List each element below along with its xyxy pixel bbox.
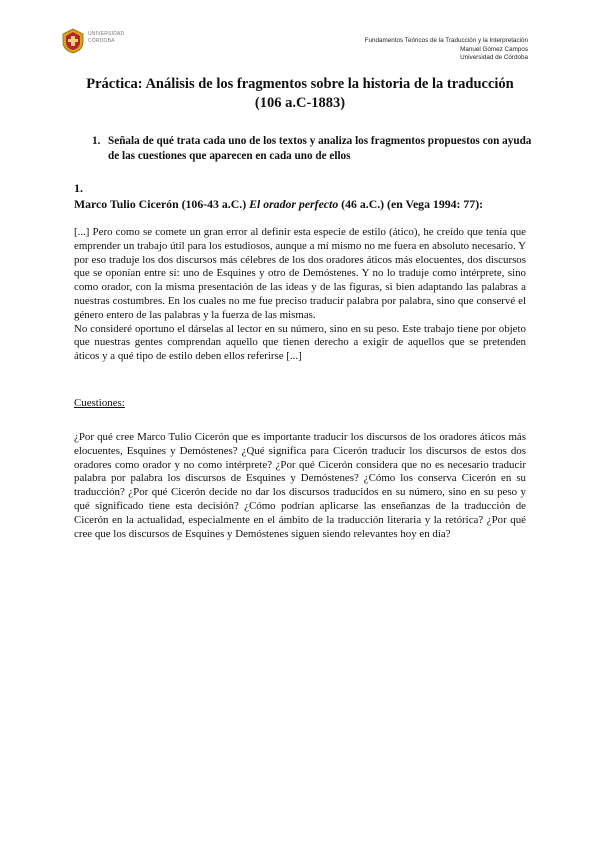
quote-paragraph: [...] Pero como se comete un gran error al definir esta especie de estilo (ático), he creído que tenía que emprender un trabajo útil para los estudiosos, aunque a mí mismo no me fuera en absoluto necesario. Y por eso traduje los dos discursos más célebres de los dos oradores áticos más elocuentes, dos discursos que se oponían entre sí: uno de Esquines y otro de Demóstenes. Y no lo traduje como intérprete, sino como orador, con la misma presentación de las ideas y de las figuras, si bien adaptando las palabras a nuestras costumbres. En los cuales no me fue preciso traducir palabra por palabra, sino que conservé el género entero de las palabras y la fuerza de las mismas.: [74, 226, 526, 321]
logo-text-line2: CÓRDOBA: [88, 38, 115, 44]
questions-label: Cuestiones:: [74, 397, 125, 409]
university-logo: [62, 28, 124, 54]
teacher-name: Manuel Gómez Campos: [460, 45, 528, 53]
section-author: Marco Tulio Cicerón (106-43 a.C.): [74, 197, 247, 211]
university-name: Universidad de Córdoba: [460, 54, 528, 62]
section-heading: [74, 197, 544, 212]
questions-text: ¿Por qué cree Marco Tulio Cicerón que es importante traducir los discursos de los oradores áticos más elocuentes, Esquines y Demóstenes? ¿Qué significa para Cicerón traducir los discursos de estos dos oradores como orador y no como intérprete? ¿Por qué Cicerón considera que no es necesario traducir palabra por palabra los discursos de Esquines y Demóstenes? ¿Cómo los conserva Cicerón en su traducción? ¿Por qué Cicerón decide no dar los discursos traducidos en su número, sino en su peso y qué significado tiene esta decisión? ¿Cómo podrían aplicarse las enseñanzas de la traducción de Cicerón en la actualidad, especialmente en el ámbito de la traducción literaria y la retórica? ¿Por qué cree que los discursos de Esquines y Demóstenes siguen siendo relevantes hoy en día?: [74, 431, 526, 540]
quote-paragraph: No consideré oportuno el dárselas al lector en su número, sino en su peso. Este trabajo tiene por objeto que nuestras gentes comprendan aquello que tienen derecho a exigir de aquellos que se pretenden áticos y a qué tipo de estilo deben ellos referirse [...]: [74, 322, 526, 363]
course-name: Fundamentos Teóricos de la Traducción y la Interpretación: [364, 37, 528, 44]
title-line2: (106 a.C-1883): [254, 94, 346, 111]
instruction: [92, 134, 532, 164]
quote-text: [74, 226, 526, 364]
section-number: 1.: [74, 181, 83, 195]
section-date-ref: (46 a.C.) (en Vega 1994: 77):: [341, 197, 484, 211]
section-work-title: El orador perfecto: [249, 197, 339, 211]
instruction-text: Señala de qué trata cada uno de los textos y analiza los fragmentos propuestos con ayuda de las cuestiones que aparecen en cada uno de ellos: [108, 135, 532, 162]
page-title: [0, 75, 600, 112]
logo-text-line1: UNIVERSIDAD: [88, 31, 125, 37]
university-shield-icon: [62, 28, 84, 54]
page-header: [365, 37, 528, 63]
title-line1: Práctica: Análisis de los fragmentos sobre la historia de la traducción: [86, 76, 514, 92]
instruction-number: 1.: [92, 135, 101, 147]
